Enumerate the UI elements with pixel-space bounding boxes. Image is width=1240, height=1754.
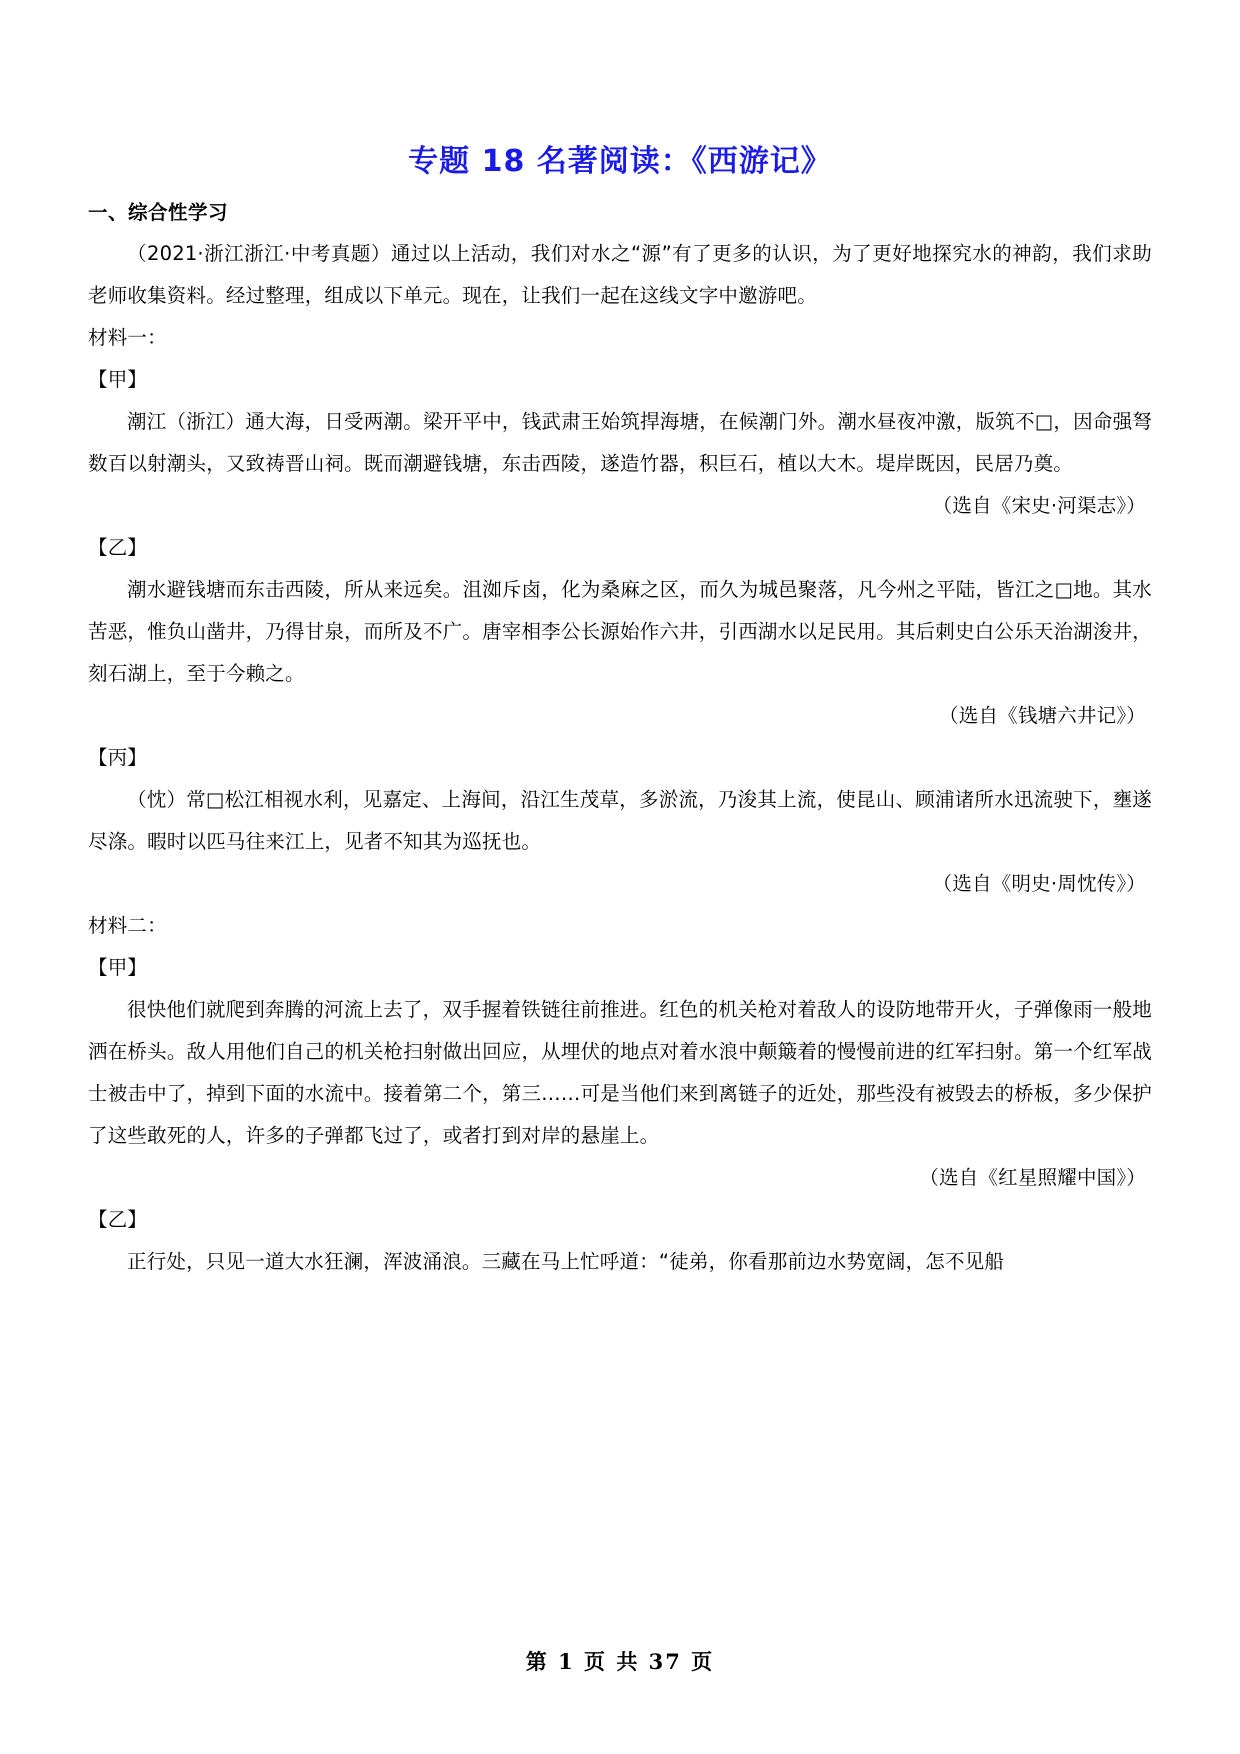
section-heading-comprehensive-study: 一、综合性学习 bbox=[88, 200, 229, 224]
passage-tag-1-yi: 【乙】 bbox=[88, 535, 148, 559]
passage-source-2-jia: （选自《红星照耀中国》） bbox=[919, 1165, 1146, 1189]
intro-paragraph: （2021·浙江浙江·中考真题）通过以上活动，我们对水之“源”有了更多的认识，为了更好地探究水的神韵，我们求助老师收集资料。经过整理，组成以下单元。现在，让我们一起在这线文字中邀游吧。 bbox=[88, 241, 1152, 307]
passage-body-1-yi: 潮水避钱塘而东击西陵，所从来远矣。沮洳斥卤，化为桑麻之区，而久为城邑聚落，凡今州之平陆，皆江之□地。其水苦恶，惟负山凿井，乃得甘泉，而所及不广。唐宰相李公长源始作六井，引西湖水以足民用。其后刺史白公乐天治湖浚井，刻石湖上，至于今赖之。 bbox=[88, 577, 1152, 685]
material-label-2: 材料二： bbox=[88, 913, 167, 937]
passage-source-1-bing: （选自《明史·周忱传》） bbox=[932, 871, 1146, 895]
passage-body-1-bing: （忱）常□松江相视水利，见嘉定、上海间，沿江生茂草，多淤流，乃浚其上流，使昆山、顾浦诸所水迅流驶下，壅遂尽涤。暇时以匹马往来江上，见者不知其为巡抚也。 bbox=[88, 787, 1152, 853]
passage-body-2-yi: 正行处，只见一道大水狂澜，浑波涌浪。三藏在马上忙呼道：“徒弟，你看那前边水势宽阔，怎不见船 bbox=[127, 1249, 1005, 1273]
passage-tag-2-jia: 【甲】 bbox=[88, 955, 148, 979]
passage-source-1-jia: （选自《宋史·河渠志》） bbox=[932, 493, 1146, 517]
page-title: 专题 18 名著阅读：《西游记》 bbox=[408, 144, 832, 179]
passage-source-1-yi: （选自《钱塘六井记》） bbox=[939, 703, 1146, 727]
page-footer: 第 1 页 共 37 页 bbox=[525, 1649, 715, 1674]
passage-body-2-jia: 很快他们就爬到奔腾的河流上去了，双手握着铁链往前推进。红色的机关枪对着敌人的设防地带开火，子弹像雨一般地洒在桥头。敌人用他们自己的机关枪扫射做出回应，从埋伏的地点对着水浪中颠簸着的慢慢前进的红军扫射。第一个红军战士被击中了，掉到下面的水流中。接着第二个，第三……可是当他们来到离链子的近处，那些没有被毁去的桥板，多少保护了这些敢死的人，许多的子弹都飞过了，或者打到对岸的悬崖上。 bbox=[88, 997, 1152, 1147]
page-content bbox=[88, 118, 1152, 1283]
material-label-1: 材料一： bbox=[88, 325, 167, 349]
passage-body-1-jia: 潮江（浙江）通大海，日受两潮。梁开平中，钱武肃王始筑捍海塘，在候潮门外。潮水昼夜冲激，版筑不□，因命强弩数百以射潮头，又致祷晋山祠。既而潮避钱塘，东击西陵，遂造竹器，积巨石，植以大木。堤岸既因，民居乃奠。 bbox=[88, 409, 1152, 475]
passage-tag-2-yi: 【乙】 bbox=[88, 1207, 148, 1231]
passage-tag-1-bing: 【丙】 bbox=[88, 745, 148, 769]
passage-tag-1-jia: 【甲】 bbox=[88, 367, 148, 391]
